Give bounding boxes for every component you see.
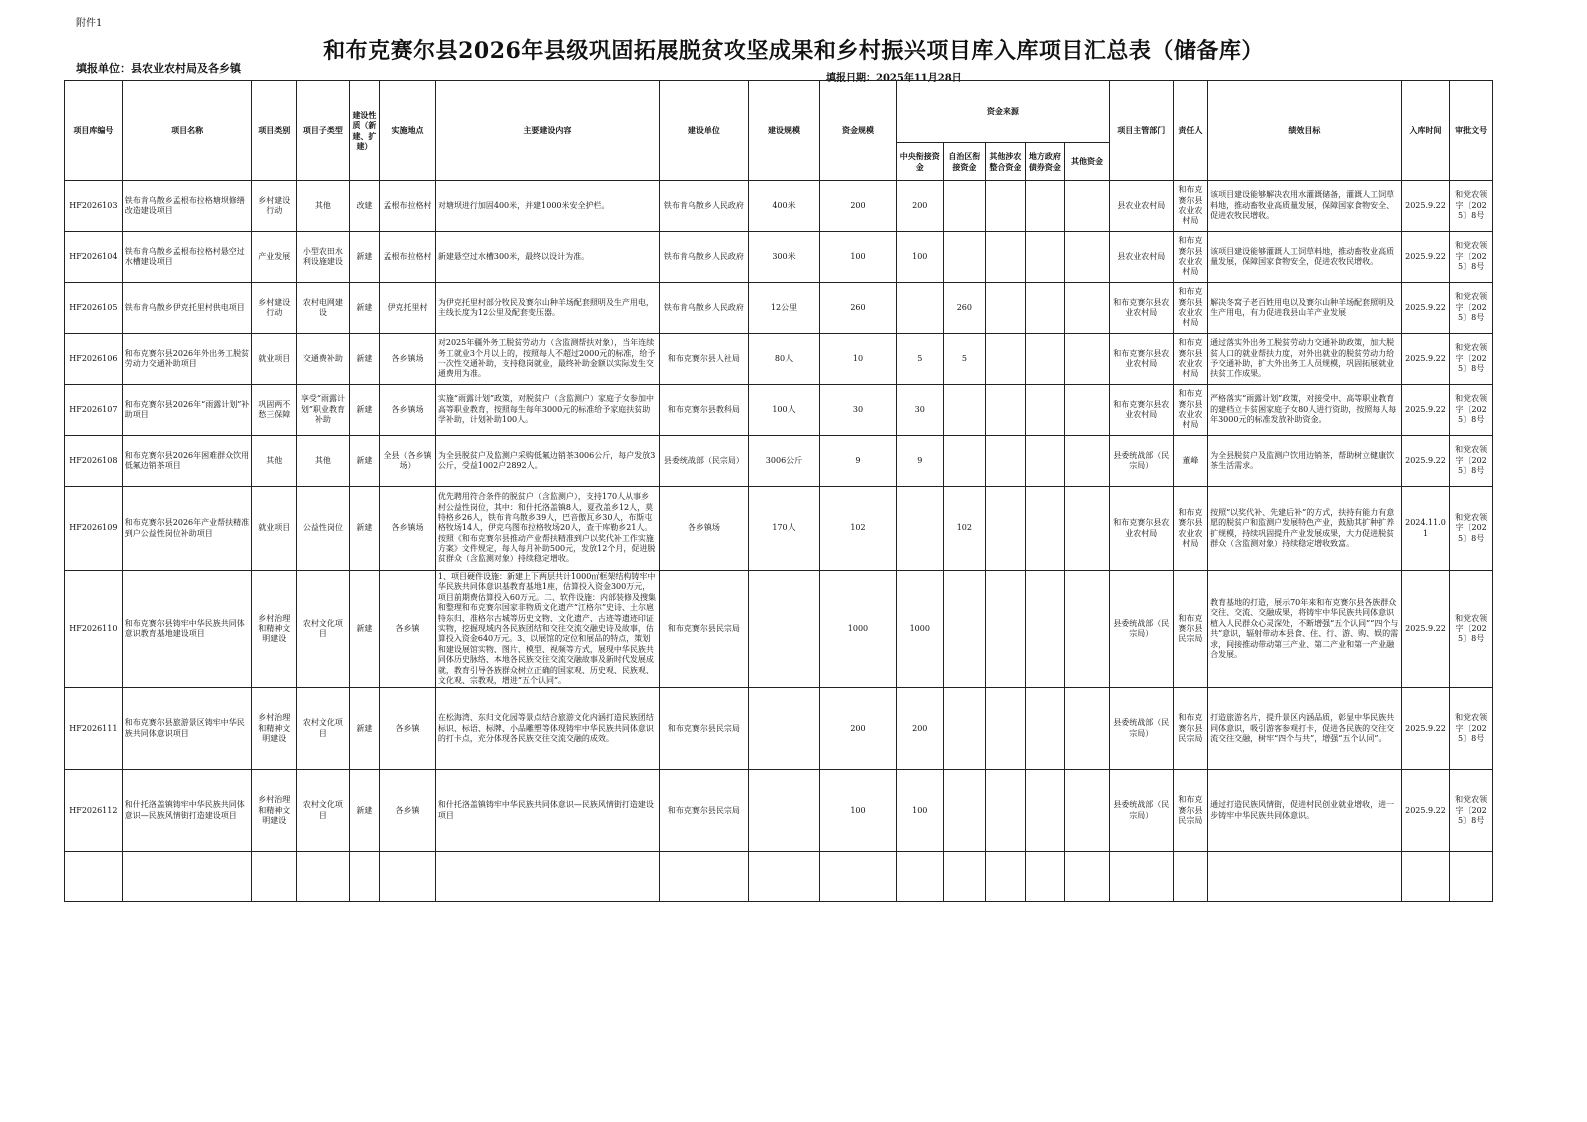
cell-builder: 铁布肯乌散乡人民政府: [659, 232, 748, 283]
cell-dept: 县委统战部（民宗局）: [1109, 770, 1173, 852]
cell-content: 优先聘用符合条件的脱贫户（含监测户），支持170人从事乡村公益性岗位，其中：和什托洛盖镇8人，夏孜盖乡12人，莫特格乡26人，铁布肯乌散乡39人，巴音傲瓦乡30人，布斯屯格牧场14人，伊克乌图布拉格牧场20人，查干库勒乡21人。按照《和布克赛尔县推动产业帮扶精准到户以奖代补工作实施方案》文件规定，每人每月补助500元，发放12个月，促进脱贫群众（含监测对象）持续稳定增收。: [435, 487, 659, 571]
cell-approval: 和党农领字〔2025〕8号: [1450, 436, 1493, 487]
cell-regional: [943, 181, 986, 232]
cell-content: 对塘坝进行加固400米，并建1000米安全护栏。: [435, 181, 659, 232]
cell-goal: 通过打造民族风情街，促进村民创业就业增收，进一步铸牢中华民族共同体意识。: [1208, 770, 1402, 852]
cell-entry-time: 2025.9.22: [1401, 181, 1450, 232]
cell-location: 各乡镇: [380, 571, 436, 688]
cell-category: 产业发展: [252, 232, 297, 283]
cell-content: 在松海湾、东归文化园等景点结合旅游文化内涵打造民族团结标识、标语、标牌、小品雕塑等体现铸牢中华民族共同体意识的打卡点，充分体现各民族交往交流交融的成效。: [435, 688, 659, 770]
cell-other-funds: [1065, 232, 1110, 283]
col-fund-source: 资金来源: [896, 81, 1109, 143]
col-scale: 建设规模: [749, 81, 820, 181]
cell-category: 就业项目: [252, 487, 297, 571]
cell-approval: 和党农领字〔2025〕8号: [1450, 571, 1493, 688]
cell-funds: 30: [819, 385, 896, 436]
cell-funds: 100: [819, 770, 896, 852]
cell-regional: [943, 571, 986, 688]
cell-nature: 新建: [349, 688, 379, 770]
cell-category: 乡村治理和精神文明建设: [252, 688, 297, 770]
cell-entry-time: 2025.9.22: [1401, 334, 1450, 385]
cell-entry-time: 2024.11.01: [1401, 487, 1450, 571]
cell-entry-time: 2025.9.22: [1401, 571, 1450, 688]
cell-other-funds: [1065, 436, 1110, 487]
col-code: 项目库编号: [65, 81, 123, 181]
col-person: 责任人: [1173, 81, 1207, 181]
cell-goal: 解决冬窝子老百姓用电以及赛尔山种羊场配套照明及生产用电，有力促进我县山羊产业发展: [1208, 283, 1402, 334]
table-row: [65, 283, 1493, 334]
cell-person: 和布克赛尔县农业农村局: [1173, 487, 1207, 571]
cell-goal: 通过落实外出务工脱贫劳动力交通补助政策，加大脱贫人口的就业帮扶力度，对外出就业的脱贫劳动力给予交通补助，扩大外出务工人员规模，巩固拓展就业扶贫工作成果。: [1208, 334, 1402, 385]
cell-scale: [749, 770, 820, 852]
cell-scale: 170人: [749, 487, 820, 571]
cell-empty: [349, 852, 379, 902]
cell-subtype: 农村文化项目: [297, 688, 350, 770]
cell-nature: 新建: [349, 770, 379, 852]
cell-other-integrated: [986, 770, 1026, 852]
cell-local-bond: [1025, 283, 1065, 334]
cell-name: 铁布肯乌散乡孟根布拉格村悬空过水槽建设项目: [122, 232, 252, 283]
cell-regional: [943, 232, 986, 283]
cell-empty: [252, 852, 297, 902]
cell-goal: 该项目建设能够灌溉人工饲草料地，推动畜牧业高质量发展，保障国家食物安全，促进农牧民增收。: [1208, 232, 1402, 283]
cell-subtype: 农村电网建设: [297, 283, 350, 334]
cell-dept: 县委统战部（民宗局）: [1109, 436, 1173, 487]
cell-local-bond: [1025, 487, 1065, 571]
cell-code: HF2026107: [65, 385, 123, 436]
cell-nature: 新建: [349, 385, 379, 436]
cell-central: 200: [896, 688, 943, 770]
cell-content: 对2025年疆外务工脱贫劳动力（含监测帮扶对象），当年连续务工就业3个月以上的，按照每人不超过2000元的标准，给予一次性交通补助，支持稳岗就业，最终补助金额以实际发生交通费用为准。: [435, 334, 659, 385]
cell-funds: 200: [819, 688, 896, 770]
cell-person: 和布克赛尔县民宗局: [1173, 770, 1207, 852]
cell-builder: 铁布肯乌散乡人民政府: [659, 181, 748, 232]
cell-location: 各乡镇场: [380, 487, 436, 571]
cell-regional: [943, 436, 986, 487]
cell-subtype: 小型农田水利设施建设: [297, 232, 350, 283]
col-other-integrated: 其他涉农整合资金: [986, 143, 1026, 181]
cell-central: 9: [896, 436, 943, 487]
cell-regional: 102: [943, 487, 986, 571]
cell-person: 和布克赛尔县农业农村局: [1173, 334, 1207, 385]
cell-name: 和布克赛尔县2026年产业帮扶精准到户公益性岗位补助项目: [122, 487, 252, 571]
cell-other-funds: [1065, 571, 1110, 688]
cell-scale: 80人: [749, 334, 820, 385]
cell-category: 其他: [252, 436, 297, 487]
cell-dept: 和布克赛尔县农业农村局: [1109, 487, 1173, 571]
table-row: [65, 181, 1493, 232]
cell-other-funds: [1065, 770, 1110, 852]
col-name: 项目名称: [122, 81, 252, 181]
cell-empty: [896, 852, 943, 902]
cell-funds: 1000: [819, 571, 896, 688]
cell-person: 和布克赛尔县农业农村局: [1173, 232, 1207, 283]
cell-entry-time: 2025.9.22: [1401, 283, 1450, 334]
cell-builder: 各乡镇场: [659, 487, 748, 571]
cell-empty: [819, 852, 896, 902]
cell-other-integrated: [986, 283, 1026, 334]
cell-funds: 10: [819, 334, 896, 385]
cell-approval: 和党农领字〔2025〕8号: [1450, 487, 1493, 571]
cell-empty: [380, 852, 436, 902]
cell-entry-time: 2025.9.22: [1401, 688, 1450, 770]
cell-subtype: 其他: [297, 436, 350, 487]
cell-goal: 为全县脱贫户及监测户饮用边销茶，帮助树立健康饮茶生活需求。: [1208, 436, 1402, 487]
cell-name: 和布克赛尔县2026年困难群众饮用低氟边销茶项目: [122, 436, 252, 487]
cell-code: HF2026111: [65, 688, 123, 770]
cell-other-funds: [1065, 385, 1110, 436]
cell-dept: 和布克赛尔县农业农村局: [1109, 385, 1173, 436]
cell-empty: [1450, 852, 1493, 902]
col-approval: 审批文号: [1450, 81, 1493, 181]
cell-location: 各乡镇场: [380, 385, 436, 436]
col-dept: 项目主管部门: [1109, 81, 1173, 181]
cell-category: 乡村治理和精神文明建设: [252, 770, 297, 852]
cell-category: 乡村建设行动: [252, 181, 297, 232]
cell-empty: [1173, 852, 1207, 902]
cell-local-bond: [1025, 688, 1065, 770]
cell-approval: 和党农领字〔2025〕8号: [1450, 385, 1493, 436]
cell-funds: 200: [819, 181, 896, 232]
cell-location: 全县（各乡镇场）: [380, 436, 436, 487]
cell-builder: 和布克赛尔县民宗局: [659, 770, 748, 852]
col-local-bond: 地方政府债券资金: [1025, 143, 1065, 181]
cell-other-integrated: [986, 688, 1026, 770]
cell-scale: 12公里: [749, 283, 820, 334]
cell-builder: 和布克赛尔县人社局: [659, 334, 748, 385]
cell-empty: [1065, 852, 1110, 902]
cell-approval: 和党农领字〔2025〕8号: [1450, 334, 1493, 385]
cell-name: 铁布肯乌散乡伊克托里村供电项目: [122, 283, 252, 334]
cell-empty: [122, 852, 252, 902]
table-row: [65, 688, 1493, 770]
col-central: 中央衔接资金: [896, 143, 943, 181]
cell-goal: 打造旅游名片，提升景区内涵品质，彰显中华民族共同体意识，吸引游客参观打卡，促进各民族的交往交流交往交融，树牢“四个与共”，增强“五个认同”。: [1208, 688, 1402, 770]
cell-goal: 按照“以奖代补、先建后补”的方式，扶持有能力有意愿的脱贫户和监测户发展特色产业，鼓励其扩种扩养扩规模，持续巩固提升产业发展成果，大力促进脱贫群众（含监测对象）持续稳定增收致富。: [1208, 487, 1402, 571]
cell-local-bond: [1025, 385, 1065, 436]
cell-person: 和布克赛尔县民宗局: [1173, 571, 1207, 688]
cell-approval: 和党农领字〔2025〕8号: [1450, 770, 1493, 852]
cell-subtype: 公益性岗位: [297, 487, 350, 571]
cell-other-integrated: [986, 571, 1026, 688]
cell-location: 孟根布拉格村: [380, 232, 436, 283]
cell-category: 就业项目: [252, 334, 297, 385]
cell-content: 和什托洛盖镇铸牢中华民族共同体意识—民族风情街打造建设项目: [435, 770, 659, 852]
cell-nature: 改建: [349, 181, 379, 232]
cell-other-integrated: [986, 181, 1026, 232]
cell-empty: [65, 852, 123, 902]
cell-subtype: 农村文化项目: [297, 770, 350, 852]
cell-content: 为伊克托里村部分牧民及赛尔山种羊场配套照明及生产用电，主线长度为12公里及配套变压器。: [435, 283, 659, 334]
cell-regional: [943, 688, 986, 770]
cell-dept: 县委统战部（民宗局）: [1109, 688, 1173, 770]
cell-builder: 县委统战部（民宗局）: [659, 436, 748, 487]
cell-other-funds: [1065, 283, 1110, 334]
cell-code: HF2026110: [65, 571, 123, 688]
cell-person: 和布克赛尔县农业农村局: [1173, 283, 1207, 334]
cell-dept: 县农业农村局: [1109, 232, 1173, 283]
cell-central: [896, 283, 943, 334]
cell-person: 董峰: [1173, 436, 1207, 487]
cell-person: 和布克赛尔县农业农村局: [1173, 385, 1207, 436]
col-content: 主要建设内容: [435, 81, 659, 181]
cell-name: 和布克赛尔县旅游景区铸牢中华民族共同体意识项目: [122, 688, 252, 770]
cell-central: 1000: [896, 571, 943, 688]
cell-code: HF2026105: [65, 283, 123, 334]
cell-dept: 县委统战部（民宗局）: [1109, 571, 1173, 688]
cell-empty: [659, 852, 748, 902]
cell-funds: 9: [819, 436, 896, 487]
cell-approval: 和党农领字〔2025〕8号: [1450, 232, 1493, 283]
cell-goal: 严格落实“雨露计划”政策，对接受中、高等职业教育的建档立卡贫困家庭子女80人进行资助，按照每人每年3000元的标准发放补助资金。: [1208, 385, 1402, 436]
table-row-empty: [65, 852, 1493, 902]
col-builder: 建设单位: [659, 81, 748, 181]
reporting-date: 填报日期：2025年11月28日: [826, 73, 962, 84]
table-row: [65, 436, 1493, 487]
cell-subtype: 享受“雨露计划”职业教育补助: [297, 385, 350, 436]
cell-code: HF2026104: [65, 232, 123, 283]
cell-goal: 教育基地的打造，展示70年来和布克赛尔县各族群众交往、交流、交融成果，将铸牢中华民族共同体意识植入人民群众心灵深处，不断增强“五个认同”“四个与共”意识，辐射带动本县食、住、行、游、购、娱的需求，间接推动带动第三产业、第二产业和第一产业融合发展。: [1208, 571, 1402, 688]
cell-name: 和什托洛盖镇铸牢中华民族共同体意识—民族风情街打造建设项目: [122, 770, 252, 852]
cell-category: 乡村治理和精神文明建设: [252, 571, 297, 688]
cell-location: 各乡镇场: [380, 334, 436, 385]
table-row: [65, 770, 1493, 852]
cell-central: 30: [896, 385, 943, 436]
cell-empty: [1208, 852, 1402, 902]
cell-local-bond: [1025, 232, 1065, 283]
cell-dept: 和布克赛尔县农业农村局: [1109, 283, 1173, 334]
cell-name: 和布克赛尔县铸牢中华民族共同体意识教育基地建设项目: [122, 571, 252, 688]
cell-name: 和布克赛尔县2026年“雨露计划”补助项目: [122, 385, 252, 436]
table-row: [65, 487, 1493, 571]
cell-category: 乡村建设行动: [252, 283, 297, 334]
cell-builder: 和布克赛尔县教科局: [659, 385, 748, 436]
project-summary-table: [64, 80, 1493, 902]
cell-builder: 铁布肯乌散乡人民政府: [659, 283, 748, 334]
cell-other-integrated: [986, 385, 1026, 436]
cell-subtype: 其他: [297, 181, 350, 232]
cell-other-funds: [1065, 487, 1110, 571]
cell-local-bond: [1025, 571, 1065, 688]
cell-nature: 新建: [349, 571, 379, 688]
cell-nature: 新建: [349, 334, 379, 385]
col-location: 实施地点: [380, 81, 436, 181]
cell-funds: 102: [819, 487, 896, 571]
cell-goal: 该项目建设能够解决农用水灌溉储备，灌溉人工饲草料地，推动畜牧业高质量发展，保障国家食物安全、促进农牧民增收。: [1208, 181, 1402, 232]
cell-location: 伊克托里村: [380, 283, 436, 334]
cell-funds: 100: [819, 232, 896, 283]
cell-regional: [943, 770, 986, 852]
cell-other-funds: [1065, 334, 1110, 385]
cell-builder: 和布克赛尔县民宗局: [659, 571, 748, 688]
cell-location: 孟根布拉格村: [380, 181, 436, 232]
cell-entry-time: 2025.9.22: [1401, 436, 1450, 487]
cell-location: 各乡镇: [380, 688, 436, 770]
table-header: [65, 81, 1493, 181]
col-goal: 绩效目标: [1208, 81, 1402, 181]
cell-scale: 400米: [749, 181, 820, 232]
cell-entry-time: 2025.9.22: [1401, 770, 1450, 852]
cell-code: HF2026109: [65, 487, 123, 571]
cell-content: 为全县脱贫户及监测户采购低氟边销茶3006公斤，每户发放3公斤，受益1002户2892人。: [435, 436, 659, 487]
cell-funds: 260: [819, 283, 896, 334]
cell-regional: 260: [943, 283, 986, 334]
cell-scale: [749, 571, 820, 688]
cell-empty: [297, 852, 350, 902]
cell-nature: 新建: [349, 232, 379, 283]
cell-empty: [435, 852, 659, 902]
cell-scale: 300米: [749, 232, 820, 283]
cell-regional: [943, 385, 986, 436]
cell-code: HF2026108: [65, 436, 123, 487]
cell-approval: 和党农领字〔2025〕8号: [1450, 181, 1493, 232]
cell-content: 1、项目硬件设施：新建上下两层共计1000㎡框架结构铸牢中华民族共同体意识基教育基地1座，估算投入资金300万元，项目前期费估算投入60万元。二、软件设施：内部装修及搜集和整理和布克赛尔国家非物质文化遗产“江格尔”史诗、土尔扈特东归、准格尔古城等历史文物、文化遗产、古迹等遗迹印证实物，挖掘现域内各民族团结和交往交流交融史诗及故事，估算投入资金640万元。3、以展馆的定位和展品的特点，策划和建设展馆实物、图片、模型、视频等方式，展现中华民族共同体历史脉络、本地各民族交往交流交融故事及新时代发展成就，教育引导各族群众树立正确的国家观、历史观、民族观、文化观、宗教观，增进“五个认同”。: [435, 571, 659, 688]
cell-category: 巩固两不愁三保障: [252, 385, 297, 436]
cell-content: 新建悬空过水槽300米，最终以设计为准。: [435, 232, 659, 283]
col-funds: 资金规模: [819, 81, 896, 181]
cell-nature: 新建: [349, 283, 379, 334]
cell-code: HF2026106: [65, 334, 123, 385]
cell-regional: 5: [943, 334, 986, 385]
page-title: 和布克赛尔县2026年县级巩固拓展脱贫攻坚成果和乡村振兴项目库入库项目汇总表（储备库）: [323, 38, 1264, 64]
cell-nature: 新建: [349, 436, 379, 487]
col-other-funds: 其他资金: [1065, 143, 1110, 181]
table-row: [65, 571, 1493, 688]
cell-central: 5: [896, 334, 943, 385]
cell-local-bond: [1025, 770, 1065, 852]
cell-location: 各乡镇: [380, 770, 436, 852]
table-row: [65, 385, 1493, 436]
cell-dept: 和布克赛尔县农业农村局: [1109, 334, 1173, 385]
cell-other-integrated: [986, 232, 1026, 283]
cell-other-integrated: [986, 487, 1026, 571]
cell-name: 铁布肯乌散乡孟根布拉格塘坝修缮改造建设项目: [122, 181, 252, 232]
cell-empty: [943, 852, 986, 902]
cell-approval: 和党农领字〔2025〕8号: [1450, 283, 1493, 334]
cell-nature: 新建: [349, 487, 379, 571]
col-nature: 建设性质（新建、扩建）: [349, 81, 379, 181]
table-row: [65, 232, 1493, 283]
cell-central: [896, 487, 943, 571]
cell-subtype: 交通费补助: [297, 334, 350, 385]
cell-entry-time: 2025.9.22: [1401, 232, 1450, 283]
annex-label: 附件1: [76, 18, 103, 29]
reporting-unit: 填报单位：县农业农村局及各乡镇: [76, 62, 241, 75]
cell-name: 和布克赛尔县2026年外出务工脱贫劳动力交通补助项目: [122, 334, 252, 385]
cell-other-funds: [1065, 688, 1110, 770]
cell-local-bond: [1025, 334, 1065, 385]
cell-empty: [1401, 852, 1450, 902]
cell-other-funds: [1065, 181, 1110, 232]
cell-person: 和布克赛尔县农业农村局: [1173, 181, 1207, 232]
col-category: 项目类别: [252, 81, 297, 181]
cell-central: 100: [896, 770, 943, 852]
cell-scale: [749, 688, 820, 770]
cell-empty: [1025, 852, 1065, 902]
cell-person: 和布克赛尔县民宗局: [1173, 688, 1207, 770]
cell-builder: 和布克赛尔县民宗局: [659, 688, 748, 770]
table-body: [65, 181, 1493, 902]
col-regional: 自治区衔接资金: [943, 143, 986, 181]
cell-empty: [1109, 852, 1173, 902]
col-subtype: 项目子类型: [297, 81, 350, 181]
cell-empty: [749, 852, 820, 902]
cell-central: 200: [896, 181, 943, 232]
cell-local-bond: [1025, 181, 1065, 232]
table-row: [65, 334, 1493, 385]
cell-code: HF2026112: [65, 770, 123, 852]
cell-local-bond: [1025, 436, 1065, 487]
cell-content: 实施“雨露计划”政策，对脱贫户（含监测户）家庭子女参加中高等职业教育，按照每生每年3000元的标准给予家庭扶贫助学补助，计划补助100人。: [435, 385, 659, 436]
cell-code: HF2026103: [65, 181, 123, 232]
cell-approval: 和党农领字〔2025〕8号: [1450, 688, 1493, 770]
cell-dept: 县农业农村局: [1109, 181, 1173, 232]
cell-scale: 100人: [749, 385, 820, 436]
cell-other-integrated: [986, 436, 1026, 487]
cell-entry-time: 2025.9.22: [1401, 385, 1450, 436]
cell-other-integrated: [986, 334, 1026, 385]
col-entry-time: 入库时间: [1401, 81, 1450, 181]
cell-empty: [986, 852, 1026, 902]
cell-central: 100: [896, 232, 943, 283]
cell-subtype: 农村文化项目: [297, 571, 350, 688]
cell-scale: 3006公斤: [749, 436, 820, 487]
